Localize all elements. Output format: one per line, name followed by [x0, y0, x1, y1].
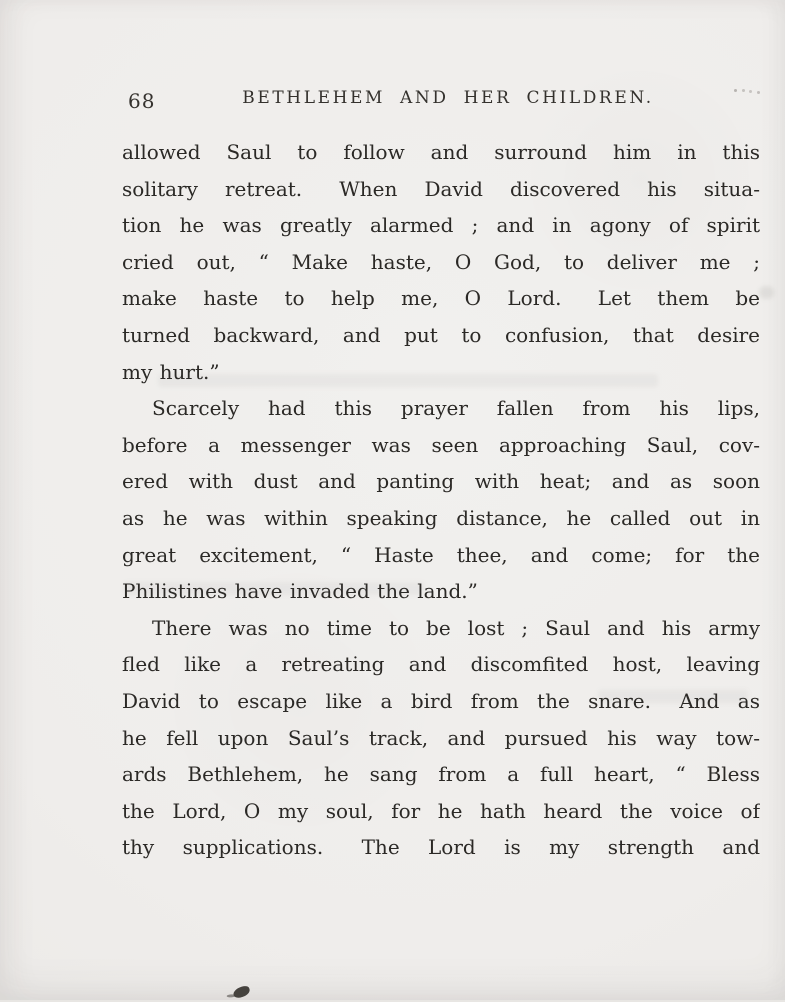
text-line: ered with dust and panting with heat; and as soon — [122, 469, 760, 494]
paragraph-1 — [122, 134, 760, 390]
text-line: turned backward, and put to confusion, that desire — [122, 322, 760, 347]
dots-artifact — [734, 89, 737, 92]
ink-blot — [232, 985, 251, 1000]
page-number: 68 — [128, 89, 156, 113]
text-line: There was no time to be lost ; Saul and his army — [152, 615, 760, 640]
text-line: David to escape like a bird from the snare. And as — [122, 688, 760, 713]
paragraph-3 — [122, 610, 760, 866]
text-line: before a messenger was seen approaching Saul, cov- — [122, 432, 760, 457]
paragraph-2 — [122, 390, 760, 610]
bleed-through-smudge — [124, 582, 424, 595]
text-line: ards Bethlehem, he sang from a full heart, “ Bless — [122, 762, 760, 787]
text-line: solitary retreat. When David discovered his situa- — [122, 176, 760, 201]
text-line: allowed Saul to follow and surround him in this — [122, 140, 760, 164]
bleed-through-smudge — [759, 286, 774, 299]
text-line: fled like a retreating and discomfited host, leaving — [122, 652, 760, 677]
text-line: Scarcely had this prayer fallen from his lips, — [152, 396, 760, 421]
text-line: cried out, “ Make haste, O God, to deliver me ; — [122, 249, 760, 274]
page-header — [122, 88, 760, 114]
bleed-through-smudge — [158, 374, 658, 387]
text-line: my hurt.” — [122, 359, 220, 384]
text-line: as he was within speaking distance, he called out in — [122, 505, 760, 530]
text-line: he fell upon Saul’s track, and pursued his way tow- — [122, 725, 760, 750]
running-title: BETHLEHEM AND HER CHILDREN. — [242, 88, 654, 108]
text-line: make haste to help me, O Lord. Let them be — [122, 286, 760, 311]
text-line: thy supplications. The Lord is my strength and — [122, 835, 760, 860]
text-line: great excitement, “ Haste thee, and come; for the — [122, 542, 760, 567]
text-line: Philistines have invaded the land.” — [122, 579, 478, 604]
text-line: tion he was greatly alarmed ; and in agony of spirit — [122, 213, 760, 238]
text-line: the Lord, O my soul, for he hath heard the voice of — [122, 798, 760, 823]
body-text — [122, 134, 760, 866]
bleed-through-smudge — [598, 690, 748, 703]
